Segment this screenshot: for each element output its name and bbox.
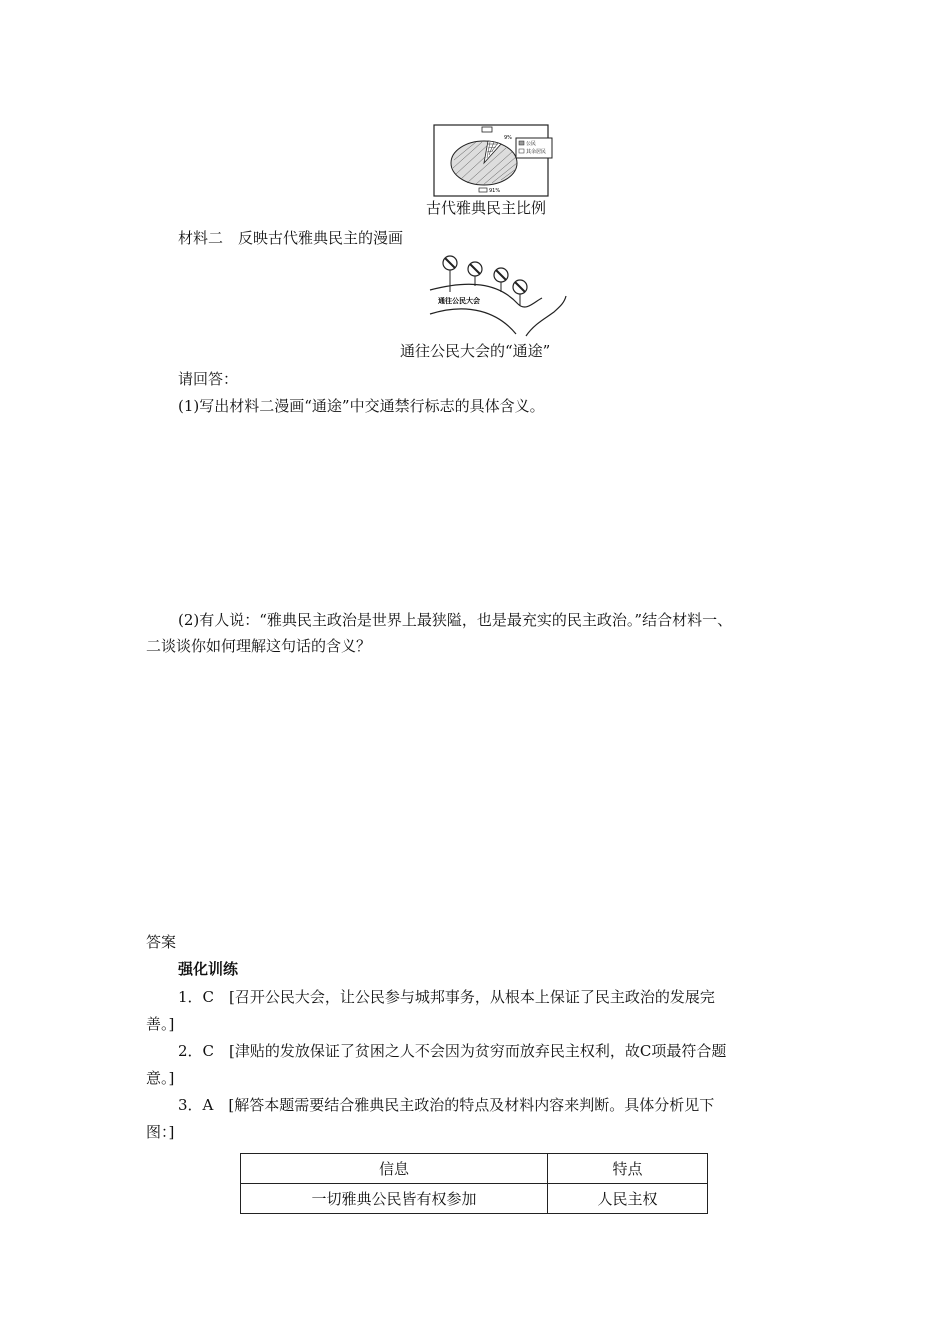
material2-caption: 通往公民大会的“通途” [400,342,551,360]
svg-text:通往公民大会: 通往公民大会 [438,297,480,305]
question-2-line2: 二谈谈你如何理解这句话的含义？ [146,637,372,655]
answers-title: 答案 [146,933,177,951]
answer-3-line2: 图：] [146,1123,175,1141]
answer-3-line1: 3．A [解答本题需要结合雅典民主政治的特点及材料内容来判断。具体分析见下 [178,1096,715,1114]
svg-text:其余居民: 其余居民 [526,149,547,155]
answers-section: 强化训练 [178,960,239,978]
answer-1-line2: 善。] [146,1015,175,1033]
table-header-row [241,1154,708,1184]
table-header: 信息 [241,1154,548,1184]
answer-1-line1: 1．C [召开公民大会，让公民参与城邦事务，从根本上保证了民主政治的发展完 [178,988,715,1006]
svg-text:公民: 公民 [526,141,537,147]
table-row [241,1184,708,1214]
no-entry-sign-icon [468,262,482,286]
svg-text:91%: 91% [489,188,501,194]
svg-text:9%: 9% [504,135,512,141]
answer-2-line2: 意。] [146,1069,175,1087]
material2-heading: 材料二 反映古代雅典民主的漫画 [178,229,404,247]
table-cell: 人民主权 [548,1184,708,1214]
pie-figure [432,124,556,198]
question-prompt: 请回答： [178,370,239,388]
table-header: 特点 [548,1154,708,1184]
question-2-line1: (2)有人说：“雅典民主政治是世界上最狭隘，也是最充实的民主政治。”结合材料一、 [178,611,733,629]
answer-2-line1: 2．C [津贴的发放保证了贫困之人不会因为贫穷而放弃民主权利，故C项最符合题 [178,1042,727,1060]
figure1-caption: 古代雅典民主比例 [426,199,547,217]
road-cartoon [428,252,573,340]
question-1: (1)写出材料二漫画“通途”中交通禁行标志的具体含义。 [178,397,545,415]
analysis-table [240,1153,708,1214]
table-cell: 一切雅典公民皆有权参加 [241,1184,548,1214]
no-entry-sign-icon [513,280,527,306]
